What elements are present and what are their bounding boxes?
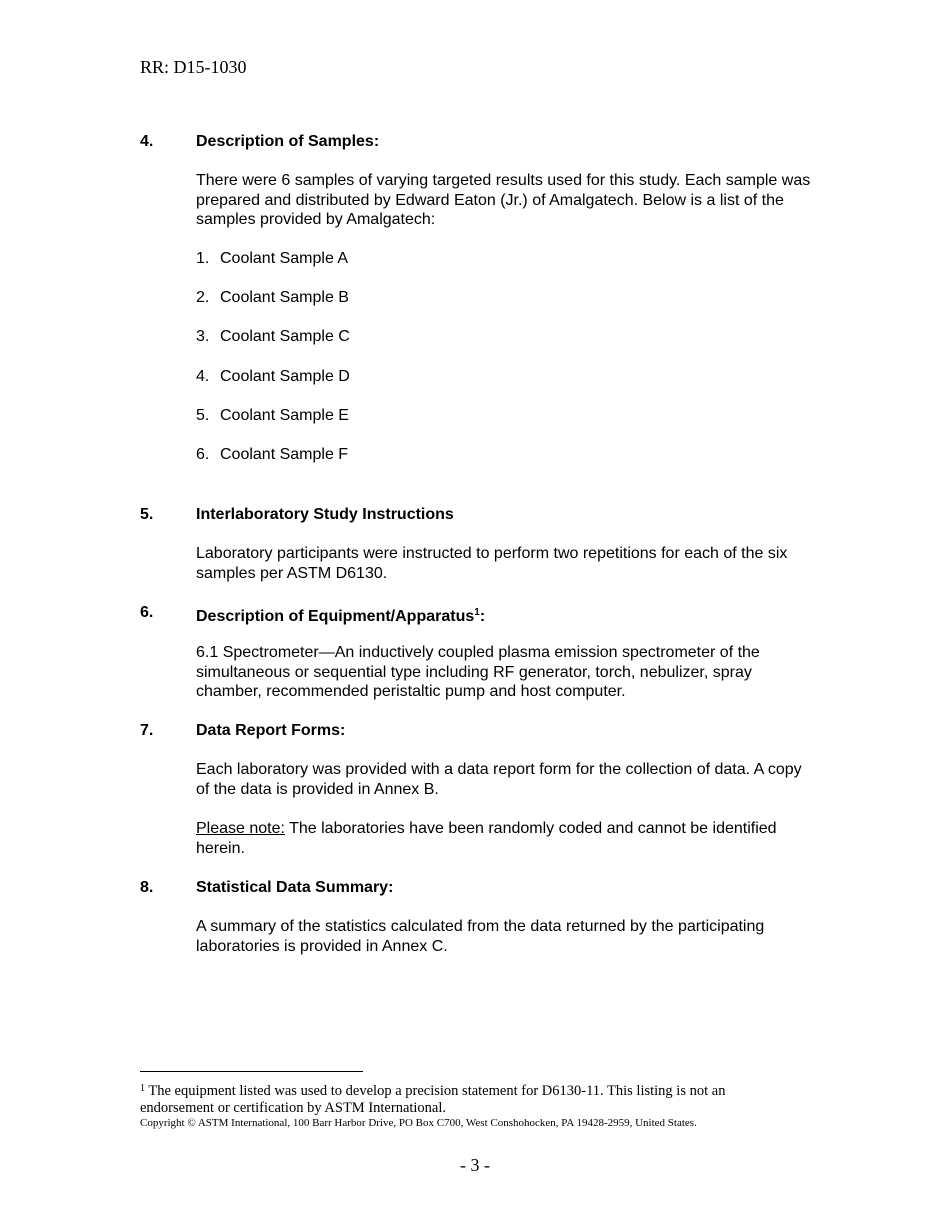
list-item <box>196 368 350 386</box>
section-8-text: A summary of the statistics calculated from the data returned by the participating laboratories is provided in Annex C. <box>196 918 765 955</box>
copyright-line: Copyright © ASTM International, 100 Barr Harbor Drive, PO Box C700, West Conshohocken, PA 19428-2959, United States. <box>140 1117 697 1129</box>
list-label: Coolant Sample B <box>220 289 349 306</box>
list-number: 5. <box>196 407 210 424</box>
report-reference: RR: D15-1030 <box>140 57 247 77</box>
list-number: 3. <box>196 328 210 345</box>
section-4-intro: There were 6 samples of varying targeted results used for this study. Each sample was prepared and distributed by Edward Eaton (Jr.) of Amalgatech. Below is a list of the samples provided by Amalgatech: <box>196 172 811 229</box>
section-number: 4. <box>140 133 154 150</box>
list-label: Coolant Sample F <box>220 446 349 463</box>
note-label: Please note: <box>196 820 285 837</box>
section-title: Description of Samples: <box>196 133 380 150</box>
list-item <box>196 328 350 346</box>
section-number: 8. <box>140 879 154 896</box>
footnote <box>140 1080 800 1117</box>
section-5-text: Laboratory participants were instructed to perform two repetitions for each of the six samples per ASTM D6130. <box>196 545 788 582</box>
section-number: 6. <box>140 604 154 621</box>
footnote-mark: 1 <box>140 1083 145 1094</box>
list-label: Coolant Sample C <box>220 328 350 345</box>
footnote-divider <box>140 1071 363 1072</box>
list-label: Coolant Sample D <box>220 368 350 385</box>
list-label: Coolant Sample E <box>220 407 349 424</box>
section-title: Data Report Forms: <box>196 722 346 739</box>
footnote-text: The equipment listed was used to develop a precision statement for D6130-11. This listing is not an endorsement or certification by ASTM International. <box>140 1083 726 1116</box>
section-title: Statistical Data Summary: <box>196 879 394 896</box>
list-number: 1. <box>196 250 210 267</box>
list-item <box>196 446 348 464</box>
section-title: Description of Equipment/Apparatus$^1$: <box>196 607 486 625</box>
footnote-reference: 1 <box>474 607 480 618</box>
page-number: - 3 - <box>460 1155 490 1175</box>
list-item <box>196 250 348 268</box>
list-number: 4. <box>196 368 210 385</box>
list-number: 6. <box>196 446 210 463</box>
section-number: 5. <box>140 506 154 523</box>
list-label: Coolant Sample A <box>220 250 349 267</box>
section-6-text: 6.1 Spectrometer—An inductively coupled plasma emission spectrometer of the simultaneous or sequential type including RF generator, torch, nebulizer, spray chamber, recommended peristaltic pump and host computer. <box>196 644 760 701</box>
section-7-text: Each laboratory was provided with a data report form for the collection of data. A copy of the data is provided in Annex B. <box>196 761 802 798</box>
list-number: 2. <box>196 289 210 306</box>
note-text: The laboratories have been randomly coded and cannot be identified herein. <box>196 820 777 857</box>
list-item <box>196 289 349 307</box>
list-item <box>196 407 349 425</box>
section-number: 7. <box>140 722 154 739</box>
section-title: Interlaboratory Study Instructions <box>196 506 454 523</box>
section-7-note <box>196 819 816 858</box>
